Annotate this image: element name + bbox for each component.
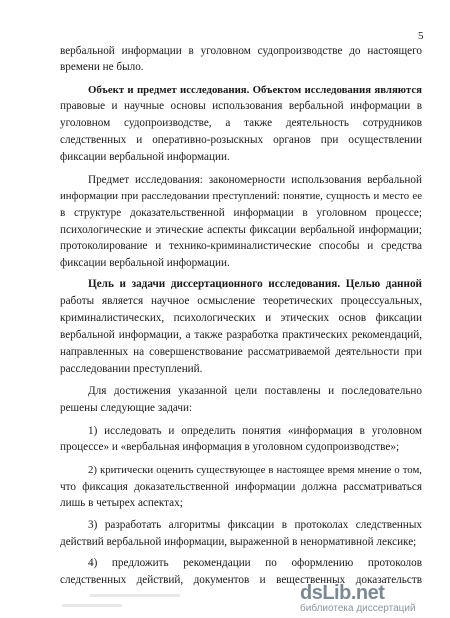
watermark-subtitle: библиотека диссертаций [300,603,416,614]
text-line: следственных и оперативно-розыскных органов при осуществлении [60,134,422,146]
text-line: криминалистических, психологических и этических основ фиксации [60,312,422,324]
task-item-3: 3) разработать алгоритмы фиксации в протоколах следственных [88,519,422,531]
watermark-logo: dsLib.net [300,582,385,604]
text-line: что фиксация доказательственной информации должна рассматриваться [60,481,422,493]
text-line: правовые и научные основы использования вербальной информации в [60,100,422,112]
text-line: уголовном судопроизводстве, а также деятельность сотрудников [60,117,422,129]
section-heading-object: Объект и предмет исследования. Объектом исследования являются [88,84,422,96]
task-item-1: 1) исследовать и определить понятия «информация в уголовном [88,425,422,437]
scan-smudge [90,594,180,597]
text-line: психологические и этические аспекты фиксации вербальной информации; [60,224,422,236]
text-line: информации при расследовании преступлений: понятие, сущность и место ее [60,190,422,202]
text-line: процессе» и «вербальная информация в уголовном судопроизводстве»; [60,441,400,453]
section-heading-goal: Цель и задачи диссертационного исследования. Целью данной [88,278,422,290]
text-line: направленных на совершенствование рассматриваемой деятельности при [60,346,422,358]
text-line: следственных действий, документов и вещественных доказательств [60,574,422,586]
text-line: работы является научное осмысление теоретических процессуальных, [60,295,422,307]
text-line: вербальной информации в уголовном судопроизводстве до настоящего [60,45,422,57]
text-line: действий вербальной информации, выраженной в ненормативной лексике; [60,536,417,548]
task-item-2: 2) критически оценить существующее в настоящее время мнение о том, [88,464,422,476]
text-line: расследовании преступлений. [60,363,203,375]
text-line: протоколирование и технико-криминалистические способы и средства [60,240,422,252]
text-line: в структуре доказательственной информации в уголовном процессе; [60,207,422,219]
text-line: Предмет исследования: закономерности использования вербальной [88,174,422,186]
text-line: решены следующие задачи: [60,402,193,414]
page-number: 5 [418,30,424,42]
text-line: Для достижения указанной цели поставлены и последовательно [88,385,422,397]
scan-smudge [62,604,122,607]
text-line: вербальной информации, а также разработка практических рекомендаций, [60,329,422,341]
text-line: времени не было. [60,61,144,73]
task-item-4: 4) предложить рекомендации по оформлению протоколов [88,557,422,569]
text-line: фиксации вербальной информации. [60,151,230,163]
watermark [300,582,416,614]
text-line: лишь в четырех аспектах; [60,497,183,509]
text-line: фиксации вербальной информации. [60,257,230,269]
